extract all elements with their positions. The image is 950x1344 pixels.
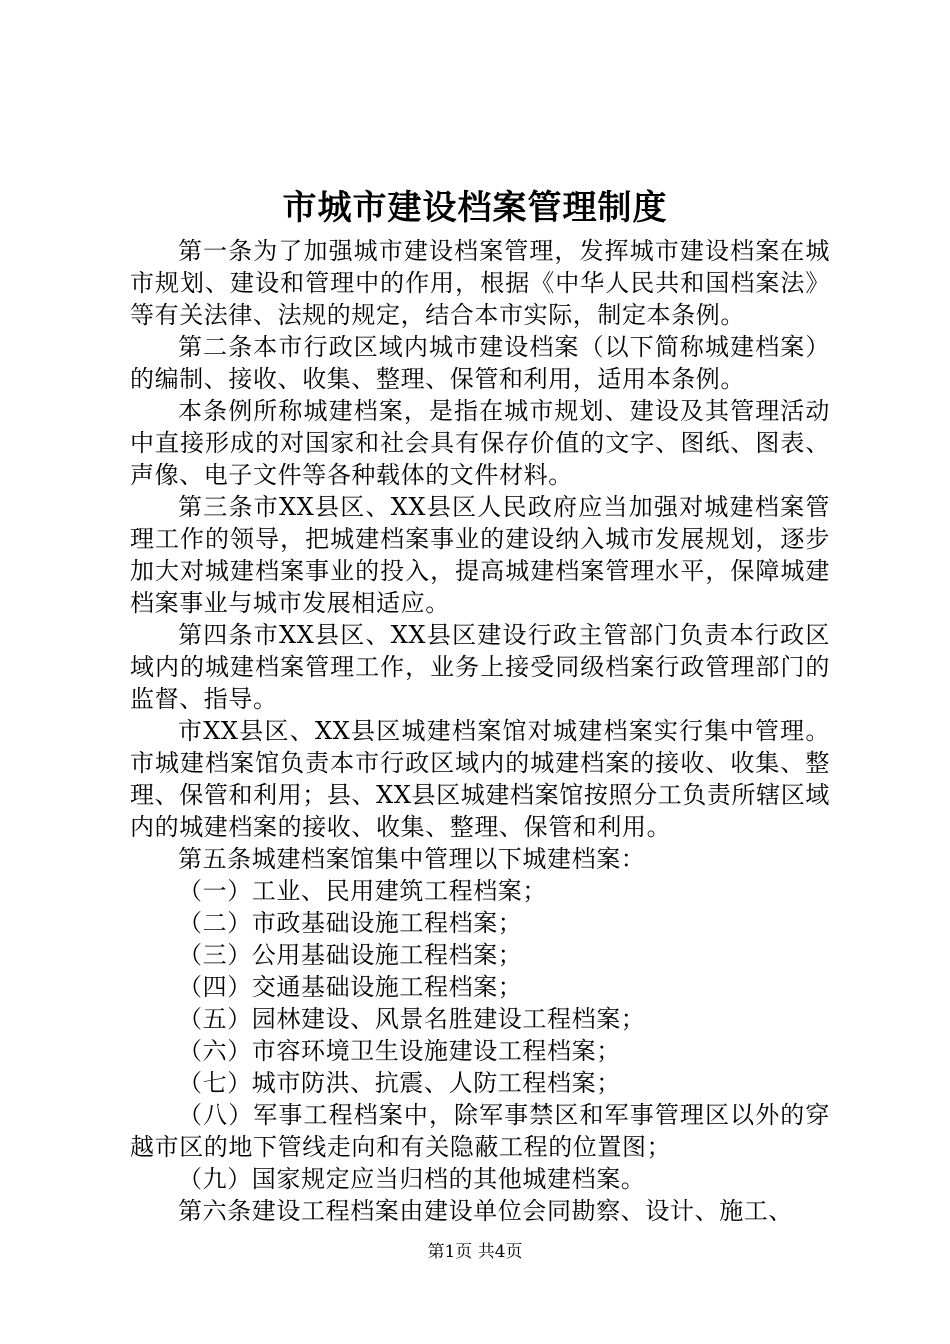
document-body	[130, 235, 830, 1227]
list-item: （三）公用基础设施工程档案；	[178, 941, 523, 969]
list-item: （六）市容环境卫生设施建设工程档案；	[178, 1037, 621, 1065]
document-title: 市城市建设档案管理制度	[282, 188, 668, 228]
list-item: （九）国家规定应当归档的其他城建档案。	[178, 1165, 646, 1193]
list-item: （七）城市防洪、抗震、人防工程档案；	[178, 1069, 621, 1097]
list-item: （四）交通基础设施工程档案；	[178, 973, 523, 1001]
list-item: （八）军事工程档案中，除军事禁区和军事管理区以外的穿越市区的地下管线走向和有关隐蔽工程的位置图；	[130, 1101, 830, 1161]
page-number-footer: 第1页 共4页	[427, 1242, 523, 1262]
paragraph: 第五条城建档案馆集中管理以下城建档案：	[178, 845, 646, 873]
paragraph: 第二条本市行政区域内城市建设档案（以下简称城建档案）的编制、接收、收集、整理、保管和利用，适用本条例。	[130, 333, 830, 393]
list-item: （二）市政基础设施工程档案；	[178, 909, 523, 937]
paragraph: 本条例所称城建档案，是指在城市规划、建设及其管理活动中直接形成的对国家和社会具有保存价值的文字、图纸、图表、声像、电子文件等各种载体的文件材料。	[130, 397, 830, 489]
list-item: （一）工业、民用建筑工程档案；	[178, 877, 547, 905]
paragraph: 第六条建设工程档案由建设单位会同勘察、设计、施工、	[178, 1197, 793, 1225]
list-item: （五）园林建设、风景名胜建设工程档案；	[178, 1005, 646, 1033]
paragraph: 市XX县区、XX县区城建档案馆对城建档案实行集中管理。市城建档案馆负责本市行政区域内的城建档案的接收、收集、整理、保管和利用；县、XX县区城建档案馆按照分工负责所辖区域内的城建档案的接收、收集、整理、保管和利用。	[130, 717, 830, 841]
paragraph: 第三条市XX县区、XX县区人民政府应当加强对城建档案管理工作的领导，把城建档案事业的建设纳入城市发展规划，逐步加大对城建档案事业的投入，提高城建档案管理水平，保障城建档案事业与城市发展相适应。	[130, 493, 830, 617]
paragraph: 第一条为了加强城市建设档案管理，发挥城市建设档案在城市规划、建设和管理中的作用，根据《中华人民共和国档案法》等有关法律、法规的规定，结合本市实际，制定本条例。	[130, 237, 830, 329]
paragraph: 第四条市XX县区、XX县区建设行政主管部门负责本行政区域内的城建档案管理工作，业务上接受同级档案行政管理部门的监督、指导。	[130, 621, 830, 713]
